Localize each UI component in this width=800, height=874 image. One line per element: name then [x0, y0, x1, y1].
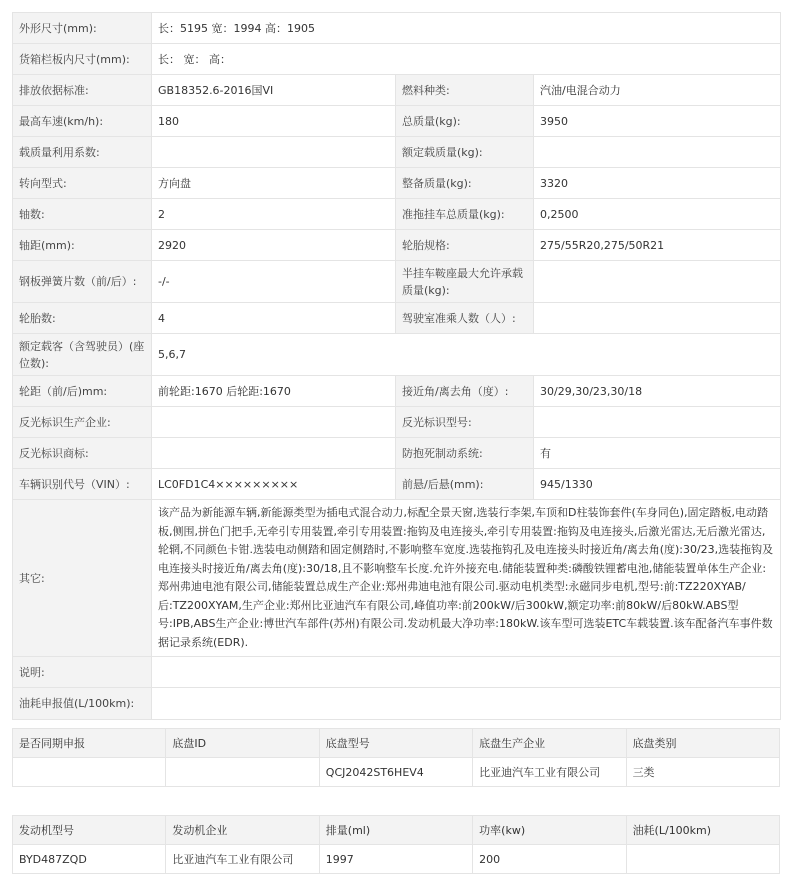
chassis-header-model: 底盘型号 — [319, 729, 472, 758]
label-dimensions: 外形尺寸(mm): — [13, 13, 152, 44]
chassis-header-maker: 底盘生产企业 — [473, 729, 626, 758]
label-saddle-load: 半挂车鞍座最大允许承载质量(kg): — [396, 261, 534, 303]
value-other: 该产品为新能源车辆,新能源类型为插电式混合动力,标配全景天窗,选装行李架,车顶和D柱装饰套件(车身同色),固定踏板,电动踏板,侧围,拼色门把手,无牵引专用装置,牵引专用装置:拖钩及电连接头,牵引专用装置:拖钩及电连接头,后激光雷达,无后激光雷达,轮辋,不同颜色卡钳.选装电动侧踏和固定侧踏时,不影响整车宽度.选装拖钩孔及电连接头时接近角/离去角(度):30/23,选装拖钩及电连接头时接近角/离去角(度):30/18,且不影响整车长度.允许外接充电.储能装置种类:磷酸铁锂蓄电池,储能装置单体生产企业:郑州弗迪电池有限公司,储能装置总成生产企业:郑州弗迪电池有限公司.驱动电机类型:永磁同步电机,型号:前:TZ220XYAB/后:TZ200XYAM,生产企业:郑州比亚迪汽车有限公司,峰值功率:前200kW/后300kW,额定功率:前80kW/后80kW.ABS型号:IPB,ABS生产企业:博世汽车部件(苏州)有限公司.发动机最大净功率:180kW.该车型可选装ETC车载装置.该车配备汽车事件数据记录系统(EDR). — [152, 500, 781, 657]
spec-row-speed — [13, 106, 781, 137]
label-steering: 转向型式: — [13, 168, 152, 199]
label-vin: 车辆识别代号（VIN）: — [13, 469, 152, 500]
label-wheelbase: 轴距(mm): — [13, 230, 152, 261]
value-max-speed: 180 — [152, 106, 396, 137]
value-track-width: 前轮距:1670 后轮距:1670 — [152, 376, 396, 407]
spec-row-fuel-consumption — [13, 688, 781, 720]
value-reflector-maker — [152, 407, 396, 438]
value-curb-mass: 3320 — [534, 168, 781, 199]
chassis-header-category: 底盘类别 — [626, 729, 779, 758]
value-steering: 方向盘 — [152, 168, 396, 199]
spec-row-notes — [13, 657, 781, 688]
label-max-speed: 最高车速(km/h): — [13, 106, 152, 137]
value-fuel-type: 汽油/电混合动力 — [534, 75, 781, 106]
value-tire-count: 4 — [152, 303, 396, 334]
value-vin: LC0FD1C4××××××××× — [152, 469, 396, 500]
spec-row-springs — [13, 261, 781, 303]
value-wheelbase: 2920 — [152, 230, 396, 261]
label-approach-departure: 接近角/离去角（度）: — [396, 376, 534, 407]
spec-row-load-factor — [13, 137, 781, 168]
label-load-factor: 载质量利用系数: — [13, 137, 152, 168]
label-tire-count: 轮胎数: — [13, 303, 152, 334]
chassis-header-row — [13, 729, 780, 758]
value-axles: 2 — [152, 199, 396, 230]
label-other: 其它: — [13, 500, 152, 657]
engine-table — [12, 815, 780, 874]
chassis-concurrent — [13, 758, 166, 787]
label-cargo-box: 货箱栏板内尺寸(mm): — [13, 44, 152, 75]
label-reflector-maker: 反光标识生产企业: — [13, 407, 152, 438]
label-rated-load: 额定载质量(kg): — [396, 137, 534, 168]
value-leaf-springs: -/- — [152, 261, 396, 303]
engine-header-displacement: 排量(ml) — [319, 816, 472, 845]
value-gross-mass: 3950 — [534, 106, 781, 137]
label-tire-spec: 轮胎规格: — [396, 230, 534, 261]
value-seats: 5,6,7 — [152, 334, 781, 376]
engine-fuel — [626, 845, 779, 874]
label-emission-standard: 排放依据标准: — [13, 75, 152, 106]
spec-row-dimensions — [13, 13, 781, 44]
value-approach-departure: 30/29,30/23,30/18 — [534, 376, 781, 407]
value-load-factor — [152, 137, 396, 168]
label-fuel-type: 燃料种类: — [396, 75, 534, 106]
value-saddle-load — [534, 261, 781, 303]
spec-row-steering — [13, 168, 781, 199]
value-abs: 有 — [534, 438, 781, 469]
engine-data-row — [13, 845, 780, 874]
spec-row-wheelbase — [13, 230, 781, 261]
spec-row-axles — [13, 199, 781, 230]
value-reflector-brand — [152, 438, 396, 469]
label-axles: 轴数: — [13, 199, 152, 230]
engine-header-fuel: 油耗(L/100km) — [626, 816, 779, 845]
value-cab-occupants — [534, 303, 781, 334]
spec-row-other — [13, 500, 781, 657]
label-gross-mass: 总质量(kg): — [396, 106, 534, 137]
spec-row-emission — [13, 75, 781, 106]
engine-power: 200 — [473, 845, 626, 874]
chassis-maker: 比亚迪汽车工业有限公司 — [473, 758, 626, 787]
spec-row-seats — [13, 334, 781, 376]
chassis-model: QCJ2042ST6HEV4 — [319, 758, 472, 787]
label-reflector-brand: 反光标识商标: — [13, 438, 152, 469]
value-overhang: 945/1330 — [534, 469, 781, 500]
engine-header-model: 发动机型号 — [13, 816, 166, 845]
label-leaf-springs: 钢板弹簧片数（前/后）: — [13, 261, 152, 303]
spec-row-reflector-maker — [13, 407, 781, 438]
chassis-table — [12, 728, 780, 787]
value-trailer-mass: 0,2500 — [534, 199, 781, 230]
vehicle-spec-table — [12, 12, 781, 720]
value-cargo-box: 长： 宽： 高： — [152, 44, 781, 75]
engine-header-row — [13, 816, 780, 845]
spec-row-vin — [13, 469, 781, 500]
label-cab-occupants: 驾驶室准乘人数（人）: — [396, 303, 534, 334]
label-reflector-model: 反光标识型号: — [396, 407, 534, 438]
value-notes — [152, 657, 781, 688]
value-reflector-model — [534, 407, 781, 438]
chassis-header-id: 底盘ID — [166, 729, 319, 758]
engine-displacement: 1997 — [319, 845, 472, 874]
engine-model: BYD487ZQD — [13, 845, 166, 874]
engine-header-maker: 发动机企业 — [166, 816, 319, 845]
chassis-category: 三类 — [626, 758, 779, 787]
label-abs: 防抱死制动系统: — [396, 438, 534, 469]
value-dimensions: 长：5195 宽：1994 高：1905 — [152, 13, 781, 44]
engine-maker: 比亚迪汽车工业有限公司 — [166, 845, 319, 874]
label-fuel-consumption: 油耗申报值(L/100km): — [13, 688, 152, 720]
value-tire-spec: 275/55R20,275/50R21 — [534, 230, 781, 261]
chassis-header-concurrent: 是否同期申报 — [13, 729, 166, 758]
label-trailer-mass: 准拖挂车总质量(kg): — [396, 199, 534, 230]
value-fuel-consumption — [152, 688, 781, 720]
value-rated-load — [534, 137, 781, 168]
label-seats: 额定载客（含驾驶员）(座位数): — [13, 334, 152, 376]
spec-row-cargo-box — [13, 44, 781, 75]
label-curb-mass: 整备质量(kg): — [396, 168, 534, 199]
spec-row-track — [13, 376, 781, 407]
label-notes: 说明: — [13, 657, 152, 688]
spec-row-reflector-brand — [13, 438, 781, 469]
value-emission-standard: GB18352.6-2016国VI — [152, 75, 396, 106]
label-overhang: 前悬/后悬(mm): — [396, 469, 534, 500]
spec-row-tires — [13, 303, 781, 334]
chassis-id — [166, 758, 319, 787]
label-track-width: 轮距（前/后)mm: — [13, 376, 152, 407]
engine-header-power: 功率(kw) — [473, 816, 626, 845]
chassis-data-row — [13, 758, 780, 787]
